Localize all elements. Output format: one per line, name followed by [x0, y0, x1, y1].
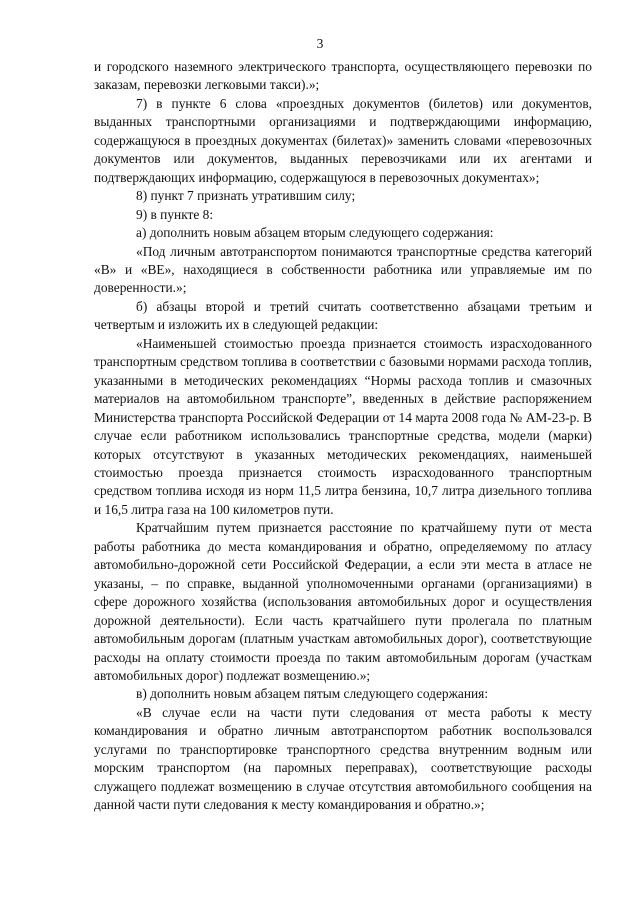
- paragraph: «Под личным автотранспортом понимаются транспортные средства категорий «B» и «BE», находящиеся в собственности работника или управляемые им по доверенности.»;: [94, 243, 592, 296]
- paragraph: 9) в пункте 8:: [136, 206, 214, 222]
- page-number: 3: [316, 36, 324, 51]
- paragraph: б) абзацы второй и третий считать соответственно абзацами третьим и четвертым и изложить их в следующей редакции:: [94, 298, 592, 333]
- paragraph: 8) пункт 7 признать утратившим силу;: [136, 188, 356, 204]
- paragraph: «Наименьшей стоимостью проезда признается стоимость израсходованного транспортным средством топлива в соответствии с базовыми нормами расхода топлив, указанными в методических рекомендациях “Нормы расхода топлив и смазочных материалов на автомобильном транспорте”, введенных в действие распоряжением Министерства транспорта Российской Федерации от 14 марта 2008 года № АМ-23-р. В случае если работником использовались транспортные средства, модели (марки) которых отсутствуют в указанных методических рекомендациях, наименьшей стоимостью проезда признается стоимость израсходованного транспортным средством топлива исходя из норм 11,5 литра бензина, 10,7 литра дизельного топлива и 16,5 литра газа на 100 километров пути.: [94, 335, 592, 517]
- paragraph: а) дополнить новым абзацем вторым следующего содержания:: [136, 225, 494, 241]
- paragraph: «В случае если на части пути следования от места работы к месту командирования и обратно личным автотранспортом работник воспользовался услугами по транспортировке транспортного средства внутренним водным или морским транспортом (на паромных переправах), соответствующие расходы служащего подлежат возмещению в случае отсутствия автомобильного сообщения на данной части пути следования к месту командирования и обратно.»;: [94, 704, 592, 813]
- paragraph: 7) в пункте 6 слова «проездных документов (билетов) или документов, выданных транспортными организациями и подтверждающими информацию, содержащуюся в проездных документах (билетах)» заменить словами «перевозочных документов или документов, выданных перевозчиками или их агентами и подтверждающих информацию, содержащуюся в перевозочных документах»;: [94, 95, 592, 185]
- paragraph: и городского наземного электрического транспорта, осуществляющего перевозки по заказам, перевозки легковыми такси).»;: [94, 59, 592, 93]
- paragraph: Кратчайшим путем признается расстояние по кратчайшему пути от места работы работника до места командирования и обратно, определяемому по атласу автомобильно-дорожной сети Российской Федерации, а если эти места в атласе не указаны, – по справке, выданной уполномоченными органами (организациями) в сфере дорожного хозяйства (использования автомобильных дорог и осуществления дорожной деятельности). Если часть кратчайшего пути пролегала по платным автомобильным дорогам (платным участкам автомобильных дорог), соответствующие расходы на оплату стоимости проезда по таким автомобильным дорогам (участкам автомобильных дорог) подлежат возмещению.»;: [94, 520, 592, 683]
- paragraph: в) дополнить новым абзацем пятым следующего содержания:: [136, 686, 489, 702]
- document-body: [94, 58, 592, 815]
